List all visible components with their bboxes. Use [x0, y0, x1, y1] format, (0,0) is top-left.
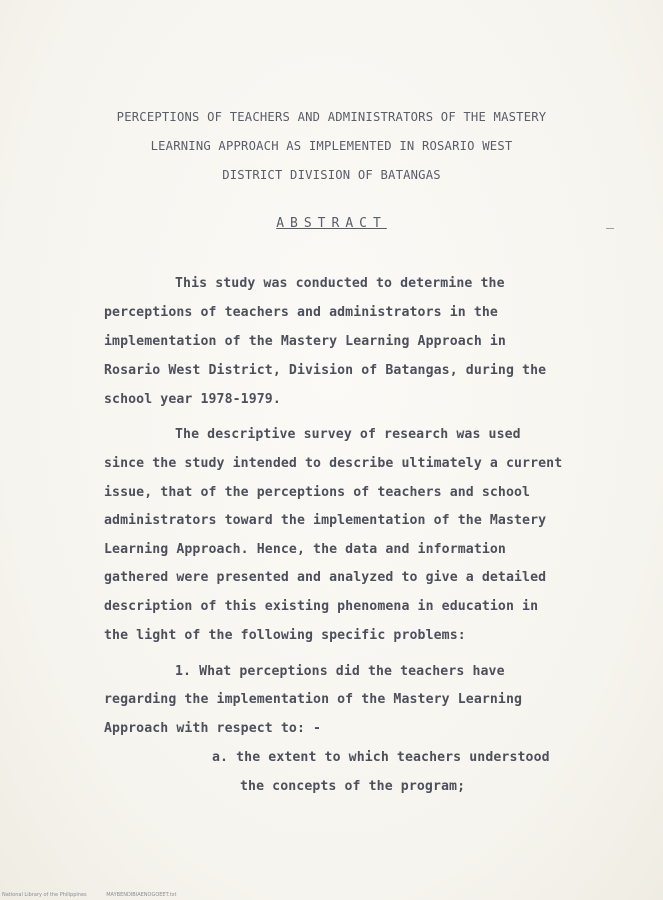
paragraph2-line-5: Learning Approach. Hence, the data and information	[104, 542, 506, 557]
item1a-line-1: a. the extent to which teachers understood	[212, 750, 550, 765]
item1-line-1: 1. What perceptions did the teachers have	[175, 664, 505, 679]
paragraph2-line-2: since the study intended to describe ultimately a current	[104, 456, 563, 471]
paragraph1-line-2: perceptions of teachers and administrators in the	[104, 305, 498, 320]
paragraph2-line-4: administrators toward the implementation of the Mastery	[104, 513, 547, 528]
margin-mark	[606, 228, 614, 229]
title-line-1: PERCEPTIONS OF TEACHERS AND ADMINISTRATORS OF THE MASTERY	[116, 110, 547, 124]
item1-line-2: regarding the implementation of the Mastery Learning	[104, 692, 523, 707]
footer	[2, 892, 195, 898]
item1-line-3: Approach with respect to: -	[104, 721, 322, 736]
paragraph2-line-6: gathered were presented and analyzed to give a detailed	[104, 570, 547, 585]
item1a-line-2: the concepts of the program;	[240, 779, 466, 794]
paragraph2-line-8: the light of the following specific problems:	[104, 628, 466, 643]
title-line-3: DISTRICT DIVISION OF BATANGAS	[222, 168, 441, 182]
title-line-2: LEARNING APPROACH AS IMPLEMENTED IN ROSARIO WEST	[150, 139, 513, 153]
footer-right: MAYBENDIBIAENOGOEET.txt	[106, 892, 177, 898]
abstract-heading: ABSTRACT	[276, 216, 387, 231]
paragraph1-line-4: Rosario West District, Division of Batangas, during the	[104, 363, 547, 378]
paragraph2-line-7: description of this existing phenomena in education in	[104, 599, 539, 614]
footer-left: National Library of the Philippines	[2, 892, 87, 898]
paragraph2-line-1: The descriptive survey of research was used	[175, 427, 521, 442]
paragraph1-line-1: This study was conducted to determine the	[175, 276, 505, 291]
paragraph2-line-3: issue, that of the perceptions of teachers and school	[104, 485, 531, 500]
paragraph1-line-3: implementation of the Mastery Learning Approach in	[104, 334, 506, 349]
paragraph1-line-5: school year 1978-1979.	[104, 392, 281, 407]
